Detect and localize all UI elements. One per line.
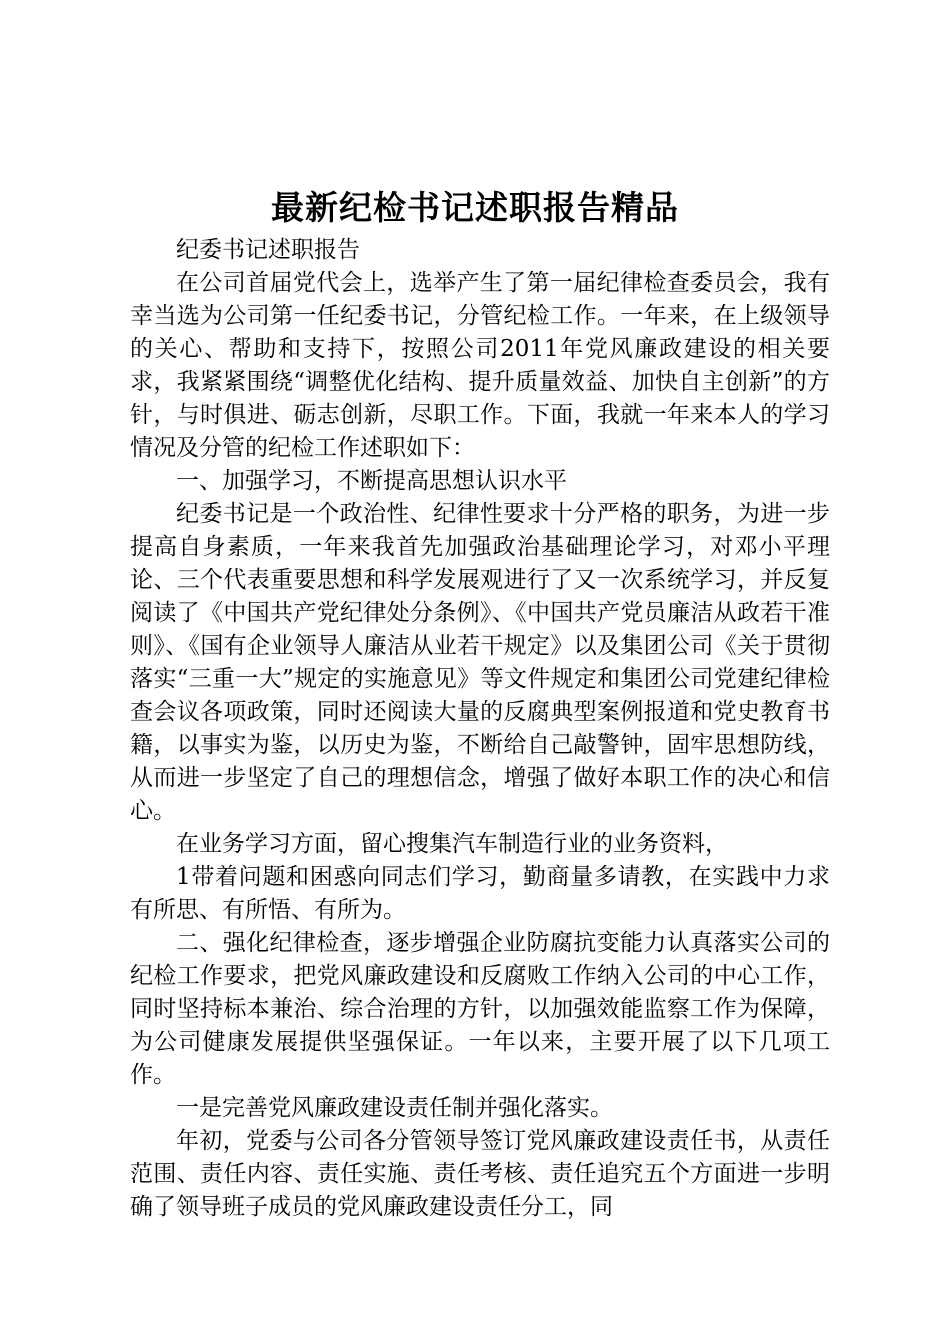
document-title: 最新纪检书记述职报告精品 <box>271 188 679 227</box>
section-heading-1: 一、加强学习，不断提高思想认识水平 <box>176 468 567 494</box>
paragraph-responsibility: 年初，党委与公司各分管领导签订党风廉政建设责任书，从责任范围、责任内容、责任实施、责任考核、责任追究五个方面进一步明确了领导班子成员的党风廉政建设责任分工，同 <box>130 1128 830 1220</box>
paragraph-business-study: 在业务学习方面，留心搜集汽车制造行业的业务资料， <box>176 831 728 857</box>
paragraph-subtitle: 纪委书记述职报告 <box>176 237 360 263</box>
paragraph-intro: 在公司首届党代会上，选举产生了第一届纪律检查委员会，我有幸当选为公司第一任纪委书记，分管纪检工作。一年来，在上级领导的关心、帮助和支持下，按照公司2011年党风廉政建设的相关要求，我紧紧围绕“调整优化结构、提升质量效益、加快自主创新”的方针，与时俱进、砺志创新，尽职工作。下面，我就一年来本人的学习情况及分管的纪检工作述职如下： <box>130 270 830 461</box>
document-body <box>130 234 830 1224</box>
paragraph-item-1: 一是完善党风廉政建设责任制并强化落实。 <box>176 1095 613 1121</box>
paragraph-learning: 1带着问题和困惑向同志们学习，勤商量多请教，在实践中力求有所思、有所悟、有所为。 <box>130 864 830 923</box>
paragraph-study: 纪委书记是一个政治性、纪律性要求十分严格的职务，为进一步提高自身素质，一年来我首先加强政治基础理论学习，对邓小平理论、三个代表重要思想和科学发展观进行了又一次系统学习，并反复阅读了《中国共产党纪律处分条例》、《中国共产党员廉洁从政若干准则》、《国有企业领导人廉洁从业若干规定》以及集团公司《关于贯彻落实“三重一大”规定的实施意见》等文件规定和集团公司党建纪律检查会议各项政策，同时还阅读大量的反腐典型案例报道和党史教育书籍，以事实为鉴，以历史为鉴，不断给自己敲警钟，固牢思想防线，从而进一步坚定了自己的理想信念，增强了做好本职工作的决心和信心。 <box>130 501 830 824</box>
section-heading-2: 二、强化纪律检查，逐步增强企业防腐抗变能力认真落实公司的纪检工作要求，把党风廉政建设和反腐败工作纳入公司的中心工作，同时坚持标本兼治、综合治理的方针，以加强效能监察工作为保障，为公司健康发展提供坚强保证。一年以来，主要开展了以下几项工作。 <box>130 930 830 1088</box>
